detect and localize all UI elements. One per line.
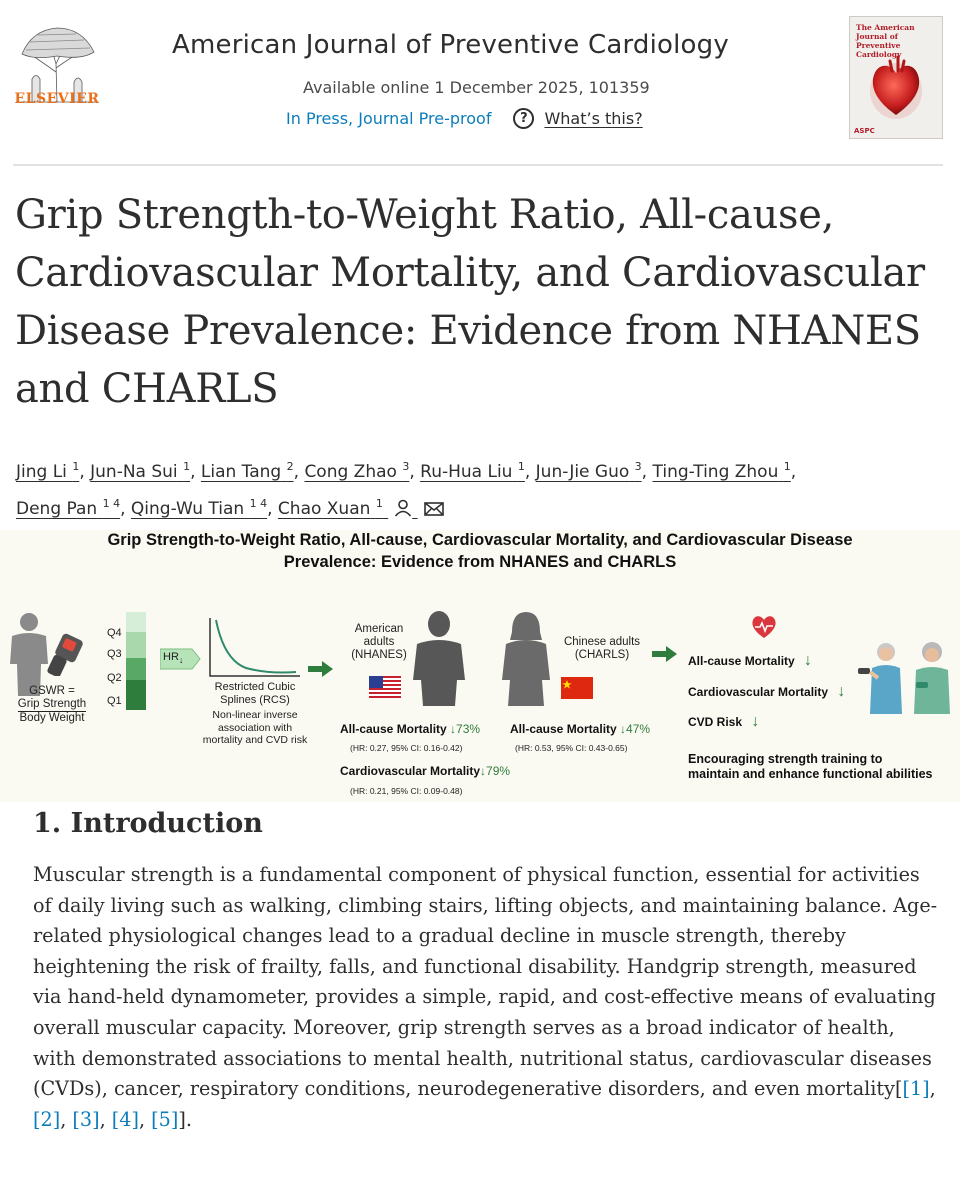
reference-link[interactable]: [2] [33,1107,61,1131]
author-link[interactable]: Deng Pan $^{1 4}$ [16,497,121,519]
quartile-bar-q2 [126,658,146,680]
outcome-cvd-risk: CVD Risk ↓ [688,713,760,730]
cover-society-logo: ASPC [854,127,875,135]
author-link[interactable]: Lian Tang $^2$ [200,460,294,482]
ga-title-line1: Grip Strength-to-Weight Ratio, All-cause, Cardiovascular Mortality, and Cardiovascular Disease [107,531,853,549]
section-heading: 1. Introduction [33,808,263,839]
quartile-bar-q3 [126,632,146,658]
author-link[interactable]: Ting-Ting Zhou $^1$ [652,460,791,482]
heart-illustration [866,51,926,121]
elderly-exercise-illustration [852,638,958,714]
graphical-abstract[interactable] [0,530,960,802]
author-link[interactable]: Qing-Wu Tian $^{1 4}$ [130,497,268,519]
rcs-curve-chart [206,616,302,680]
reference-link[interactable]: [4] [111,1107,139,1131]
us-flag-icon [369,676,401,698]
nhanes-allcause-result: All-cause Mortality ↓73% [340,722,481,736]
person-icon [394,499,412,517]
charls-allcause-ci: (HR: 0.53, 95% CI: 0.43-0.65) [515,743,628,753]
cover-title: The American Journal of Preventive Cardiology [856,23,915,59]
author-link[interactable]: Jing Li $^1$ [16,460,80,482]
arrow-right-icon [308,660,334,678]
charls-label: Chinese adults (CHARLS) [563,636,641,661]
author-link[interactable]: Cong Zhao $^3$ [304,460,410,482]
china-flag-icon [561,677,593,699]
outcome-allcause: All-cause Mortality ↓ [688,652,813,669]
outcome-cv: Cardiovascular Mortality ↓ [688,683,846,700]
journal-header [0,0,960,166]
help-question-icon[interactable]: ? [513,108,534,129]
author-list: Jing Li $^1$, Jun-Na Sui $^1$, Lian Tang $^2$, Cong Zhao $^3$, Ru-Hua Liu $^1$, Jun-Jie Guo $^3$, Ting-Ting Zhou $^1$, Deng Pan $^{1 4}$, Qing-Wu Tian $^{1 4}$, Chao Xuan $^1$ [16,460,797,519]
online-date: Available online 1 December 2025, 101359 [303,78,650,97]
author-link[interactable]: Jun-Na Sui $^1$ [90,460,191,482]
quartile-label: Q4 [107,627,122,639]
corresponding-author-link[interactable]: Chao Xuan $^1$ [278,499,444,519]
nhanes-cv-ci: (HR: 0.21, 95% CI: 0.09-0.48) [350,786,463,796]
status-row [286,108,643,129]
quartile-bar-q4 [126,612,146,632]
author-link[interactable]: Jun-Jie Guo $^3$ [535,460,642,482]
rcs-note: Non-linear inverse association with mortality and CVD risk [202,709,308,746]
mail-icon [424,501,444,517]
publisher-name: ELSEVIER [14,91,100,107]
journal-preproof-link[interactable]: In Press, Journal Pre-proof [286,109,492,128]
quartile-label: Q3 [107,648,122,660]
whats-this-link[interactable]: What’s this? [544,109,643,128]
ga-title-line2: Prevalence: Evidence from NHANES and CHARLS [283,553,677,571]
arrow-right-icon [652,645,678,663]
dynamometer-icon [46,630,86,676]
gswr-formula: GSWR = Grip Strength Body Weight [17,685,87,724]
nhanes-allcause-ci: (HR: 0.27, 95% CI: 0.16-0.42) [350,743,463,753]
article-title: Grip Strength-to-Weight Ratio, All-cause, Cardiovascular Mortality, and Cardiovascular Disease Prevalence: Evidence from NHANES and CHARLS [15,192,925,412]
charls-allcause-result: All-cause Mortality ↓47% [510,722,651,736]
nhanes-label: American adults (NHANES) [351,623,407,661]
quartile-bar-q1 [126,680,146,710]
reference-link[interactable]: [1] [902,1077,930,1101]
heart-ecg-icon [750,614,778,640]
reference-link[interactable]: [3] [72,1107,100,1131]
quartile-label: Q1 [107,695,122,707]
male-figure-icon [411,610,467,706]
hr-label: $HR_↓$ [163,651,184,666]
nhanes-cv-result: Cardiovascular Mortality↓79% [340,764,511,778]
journal-name-link[interactable]: American Journal of Preventive Cardiology [172,30,729,60]
journal-cover-thumbnail[interactable] [849,16,943,139]
header-divider [13,164,943,166]
rcs-label: Restricted Cubic Splines (RCS) [214,681,296,706]
intro-paragraph: Muscular strength is a fundamental component of physical function, essential for activities of daily living such as walking, climbing stairs, lifting objects, and maintaining balance. Age-related physiological changes lead to a gradual decline in muscle strength, thereby heightening the risk of frailty, falls, and functional disability. Handgrip strength, measured via hand-held dynamometer, provides a simple, rapid, and cost-effective means of evaluating overall muscular capacity. Moreover, grip strength serves as a broad indicator of health, with demonstrated associations to mental health, nutritional status, cardiovascular diseases (CVDs), cancer, respiratory conditions, neurodegenerative disorders, and even mortality[[1], [2], [3], [4], [5]]. [33,863,938,1131]
female-figure-icon [498,610,554,706]
ga-conclusion: Encouraging strength training to maintain and enhance functional abilities [688,752,933,781]
reference-link[interactable]: [5] [151,1107,179,1131]
author-link[interactable]: Ru-Hua Liu $^1$ [420,460,525,482]
quartile-label: Q2 [107,672,122,684]
